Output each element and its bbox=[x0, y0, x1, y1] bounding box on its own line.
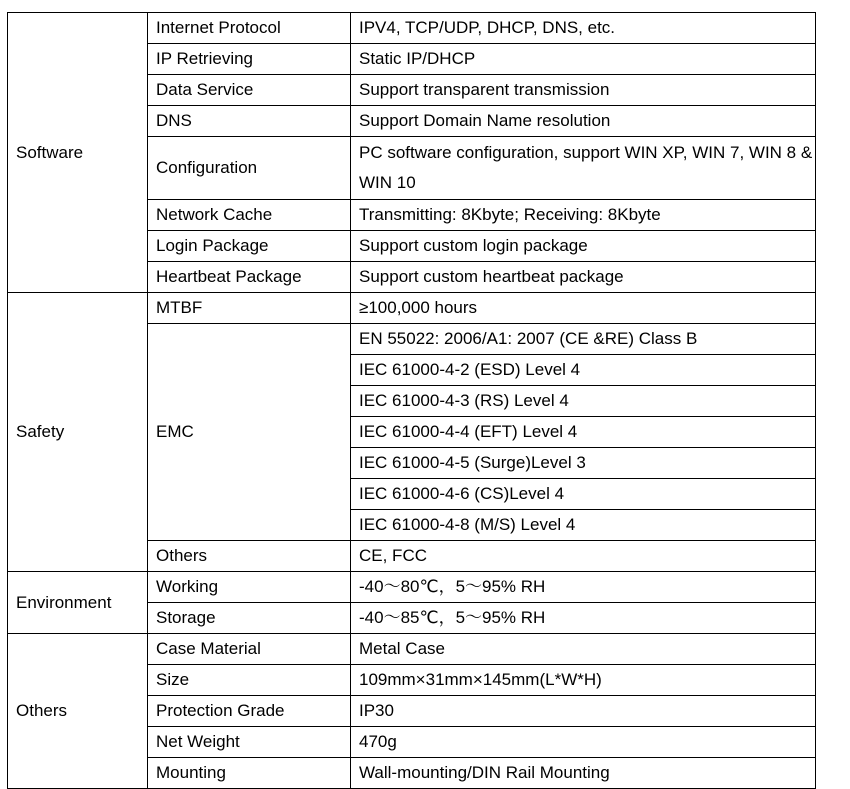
value-cell: IPV4, TCP/UDP, DHCP, DNS, etc. bbox=[351, 13, 816, 44]
item-cell: Network Cache bbox=[148, 200, 351, 231]
value-cell: IEC 61000-4-6 (CS)Level 4 bbox=[351, 479, 816, 510]
value-cell: IEC 61000-4-3 (RS) Level 4 bbox=[351, 386, 816, 417]
value-cell: Static IP/DHCP bbox=[351, 44, 816, 75]
table-row bbox=[8, 572, 816, 603]
spec-table-body bbox=[8, 13, 816, 789]
item-cell: Login Package bbox=[148, 231, 351, 262]
value-cell: EN 55022: 2006/A1: 2007 (CE &RE) Class B bbox=[351, 324, 816, 355]
table-row bbox=[8, 13, 816, 44]
value-cell: -40～80℃，5～95% RH bbox=[351, 572, 816, 603]
value-cell: IEC 61000-4-5 (Surge)Level 3 bbox=[351, 448, 816, 479]
item-cell: Others bbox=[148, 541, 351, 572]
item-cell: Storage bbox=[148, 603, 351, 634]
value-cell: IEC 61000-4-4 (EFT) Level 4 bbox=[351, 417, 816, 448]
value-cell: CE, FCC bbox=[351, 541, 816, 572]
item-cell: Configuration bbox=[148, 137, 351, 200]
item-cell: DNS bbox=[148, 106, 351, 137]
item-cell: Heartbeat Package bbox=[148, 262, 351, 293]
table-row bbox=[8, 293, 816, 324]
item-cell: Case Material bbox=[148, 634, 351, 665]
value-cell: IP30 bbox=[351, 696, 816, 727]
item-cell: Net Weight bbox=[148, 727, 351, 758]
item-cell: Internet Protocol bbox=[148, 13, 351, 44]
category-cell: Safety bbox=[8, 293, 148, 572]
category-cell: Software bbox=[8, 13, 148, 293]
item-cell: Size bbox=[148, 665, 351, 696]
value-cell: IEC 61000-4-2 (ESD) Level 4 bbox=[351, 355, 816, 386]
item-cell: Protection Grade bbox=[148, 696, 351, 727]
value-cell: Support custom login package bbox=[351, 231, 816, 262]
category-cell: Others bbox=[8, 634, 148, 789]
table-row bbox=[8, 634, 816, 665]
category-cell: Environment bbox=[8, 572, 148, 634]
item-cell: Data Service bbox=[148, 75, 351, 106]
value-cell: Metal Case bbox=[351, 634, 816, 665]
value-cell: -40～85℃，5～95% RH bbox=[351, 603, 816, 634]
value-cell: Support transparent transmission bbox=[351, 75, 816, 106]
value-cell: Support Domain Name resolution bbox=[351, 106, 816, 137]
value-cell: 109mm×31mm×145mm(L*W*H) bbox=[351, 665, 816, 696]
item-cell: Mounting bbox=[148, 758, 351, 789]
value-cell: IEC 61000-4-8 (M/S) Level 4 bbox=[351, 510, 816, 541]
item-cell: Working bbox=[148, 572, 351, 603]
value-cell: ≥100,000 hours bbox=[351, 293, 816, 324]
value-cell: Wall-mounting/DIN Rail Mounting bbox=[351, 758, 816, 789]
item-cell: MTBF bbox=[148, 293, 351, 324]
value-cell: Support custom heartbeat package bbox=[351, 262, 816, 293]
spec-table bbox=[7, 12, 816, 789]
item-cell: IP Retrieving bbox=[148, 44, 351, 75]
value-cell: Transmitting: 8Kbyte; Receiving: 8Kbyte bbox=[351, 200, 816, 231]
item-cell: EMC bbox=[148, 324, 351, 541]
value-cell: 470g bbox=[351, 727, 816, 758]
value-cell: PC software configuration, support WIN XP, WIN 7, WIN 8 & WIN 10 bbox=[351, 137, 816, 200]
